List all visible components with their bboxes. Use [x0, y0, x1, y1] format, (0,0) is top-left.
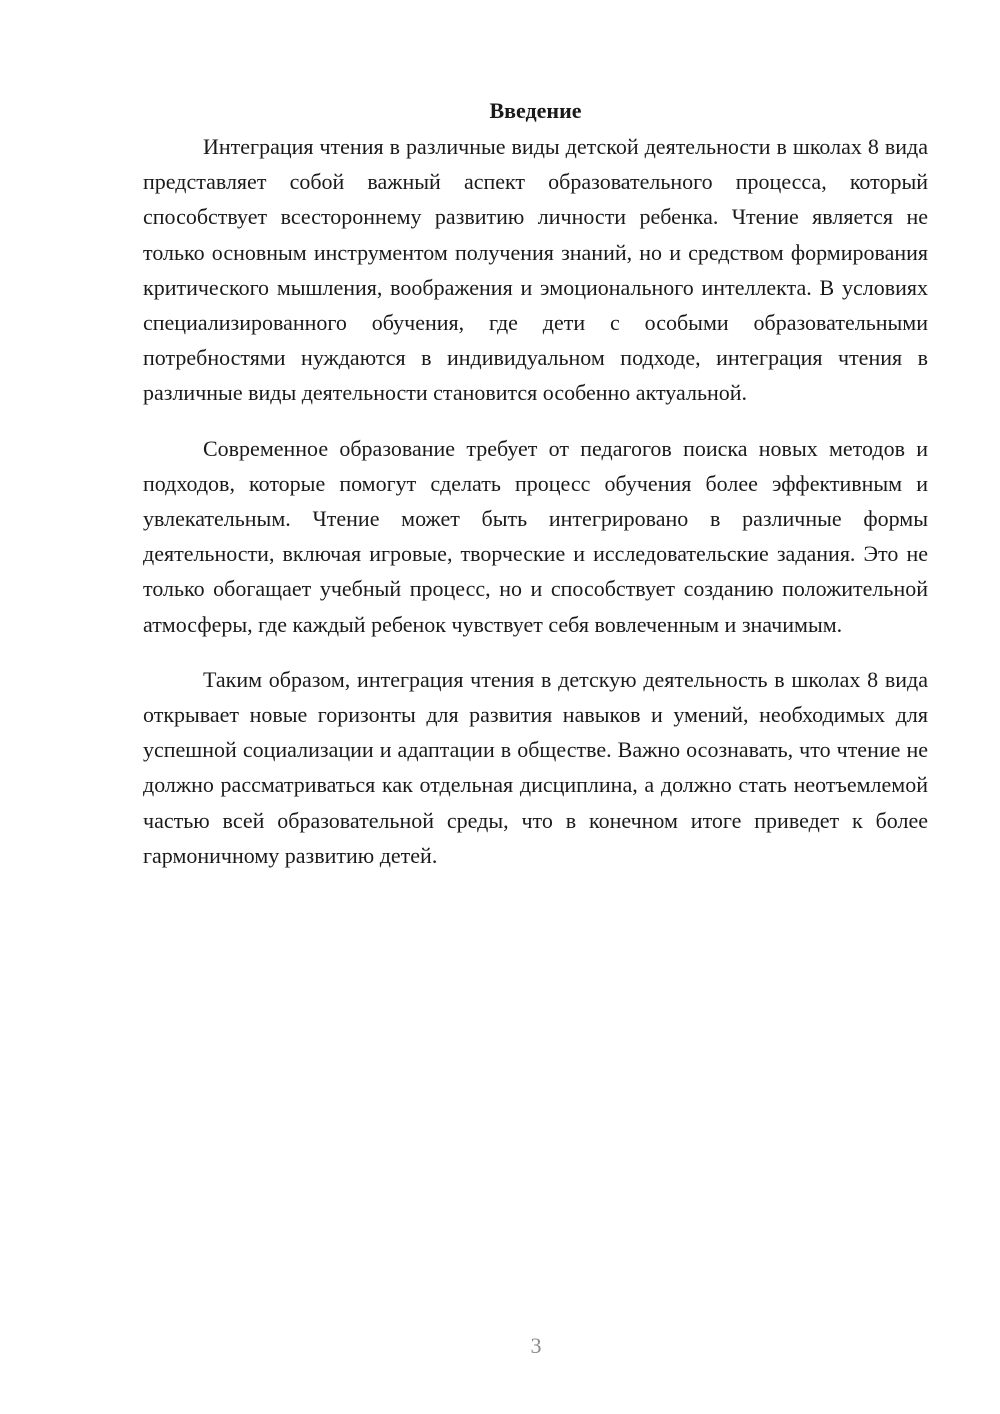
paragraph-1: Интеграция чтения в различные виды детской деятельности в школах 8 вида представляет собой важный аспект образовательного процесса, который способствует всестороннему развитию личности ребенка. Чтение является не только основным инструментом получения знаний, но и средством формирования критического мышления, воображения и эмоционального интеллекта. В условиях специализированного обучения, где дети с особыми образовательными потребностями нуждаются в индивидуальном подходе, интеграция чтения в различные виды деятельности становится особенно актуальной.: [143, 134, 928, 406]
paragraph-3: Таким образом, интеграция чтения в детскую деятельность в школах 8 вида открывает новые горизонты для развития навыков и умений, необходимых для успешной социализации и адаптации в обществе. Важно осознавать, что чтение не должно рассматриваться как отдельная дисциплина, а должно стать неотъемлемой частью всей образовательной среды, что в конечном итоге приведет к более гармоничному развитию детей.: [143, 666, 928, 868]
paragraph-2: Современное образование требует от педагогов поиска новых методов и подходов, которые помогут сделать процесс обучения более эффективным и увлекательным. Чтение может быть интегрировано в различные формы деятельности, включая игровые, творческие и исследовательские задания. Это не только обогащает учебный процесс, но и способствует созданию положительной атмосферы, где каждый ребенок чувствует себя вовлеченным и значимым.: [143, 435, 928, 637]
document-body: [143, 95, 928, 873]
section-heading: Введение: [489, 98, 582, 123]
page-number: 3: [530, 1333, 542, 1358]
